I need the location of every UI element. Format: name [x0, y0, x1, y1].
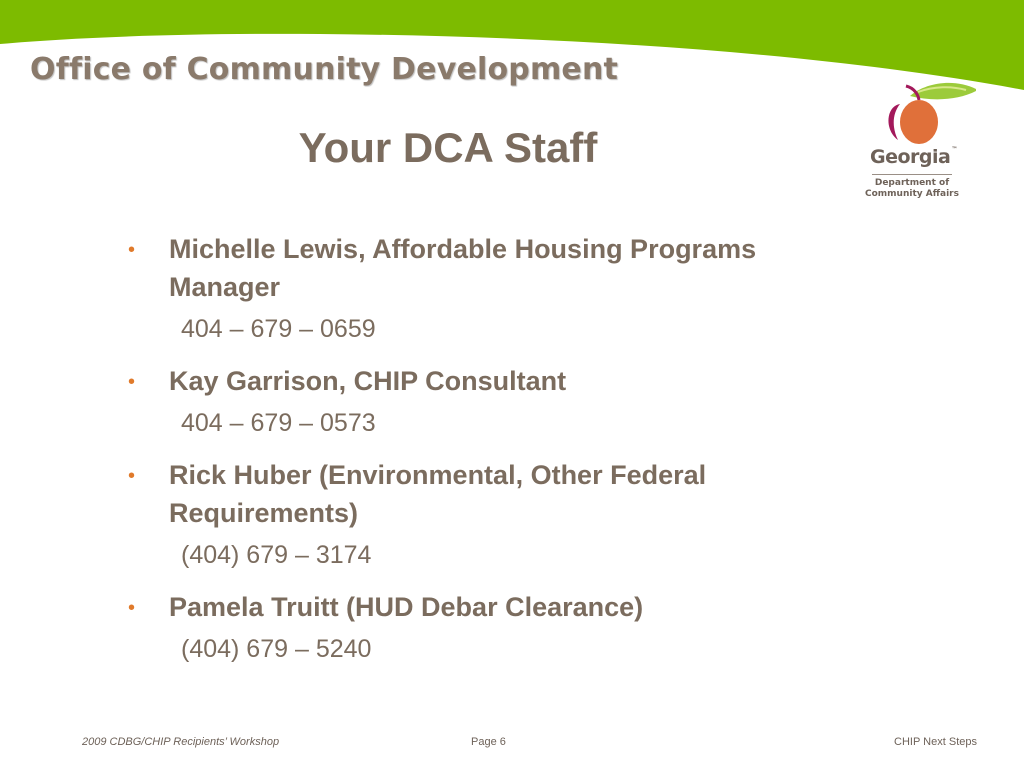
- logo-divider: [872, 174, 952, 175]
- office-title: Office of Community Development: [30, 52, 619, 87]
- staff-item: [125, 362, 825, 438]
- staff-phone: 404 – 679 – 0659: [181, 315, 376, 343]
- slide-title: Your DCA Staff: [298, 124, 598, 171]
- footer-page-number: Page 6: [471, 736, 506, 748]
- staff-name: Kay Garrison, CHIP Consultant: [169, 366, 567, 396]
- footer-section: CHIP Next Steps: [894, 736, 977, 748]
- logo-subtitle: [856, 178, 968, 200]
- staff-list: [125, 230, 825, 682]
- staff-phone: (404) 679 – 3174: [181, 541, 372, 569]
- bullet-dot-icon: •: [128, 371, 136, 393]
- staff-phone: 404 – 679 – 0573: [181, 409, 376, 437]
- bullet-dot-icon: •: [128, 239, 136, 261]
- staff-name: Pamela Truitt (HUD Debar Clearance): [169, 592, 644, 622]
- logo-subtitle-line-2: Community Affairs: [865, 189, 959, 199]
- staff-phone: (404) 679 – 5240: [181, 635, 372, 663]
- bullet-dot-icon: •: [128, 465, 136, 487]
- staff-item: [125, 456, 825, 570]
- logo-subtitle-line-1: Department of: [874, 178, 950, 188]
- footer-workshop: 2009 CDBG/CHIP Recipients’ Workshop: [82, 736, 280, 748]
- peach-body: [900, 100, 938, 144]
- staff-item: [125, 230, 825, 344]
- trademark-symbol: ™: [951, 146, 957, 153]
- staff-name: Rick Huber (Environmental, Other Federal Requirements): [169, 460, 707, 528]
- bullet-dot-icon: •: [128, 597, 136, 619]
- peach-stem: [906, 86, 919, 100]
- staff-name: Michelle Lewis, Affordable Housing Programs Manager: [169, 234, 757, 302]
- georgia-wordmark: Georgia™: [870, 146, 957, 168]
- staff-item: [125, 588, 825, 664]
